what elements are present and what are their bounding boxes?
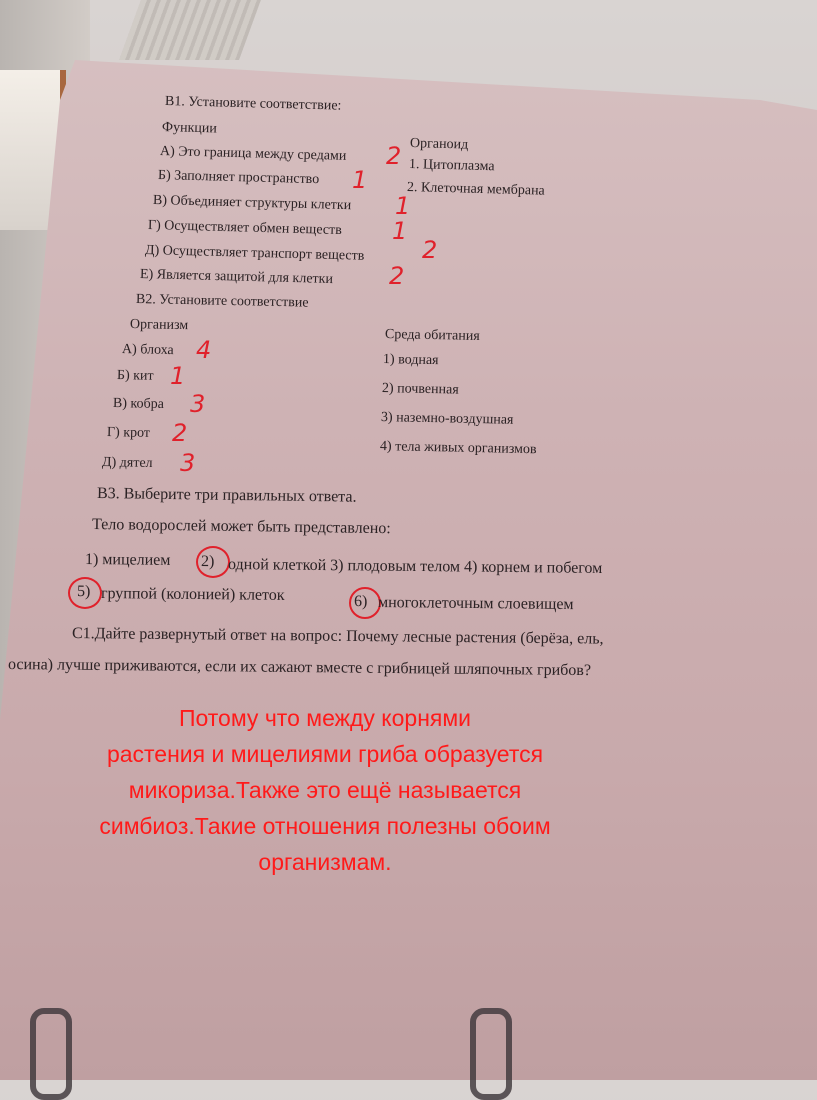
- b2-item-b: Б) кит: [116, 368, 154, 384]
- b1-answer-g: 1: [392, 217, 408, 245]
- b3-option-5-circle: [68, 577, 102, 609]
- binder-ring-right: [470, 1008, 512, 1100]
- b2-col-right: Среда обитания: [384, 327, 480, 344]
- b3-option-1: 1) мицелием: [84, 551, 171, 569]
- b1-option-1: 1. Цитоплазма: [408, 157, 495, 175]
- b2-item-g: Г) крот: [106, 425, 151, 441]
- b1-answer-e: 2: [389, 262, 405, 290]
- b1-item-a: А) Это граница между средами: [159, 144, 347, 164]
- b3-title: В3. Выберите три правильных ответа.: [96, 485, 357, 506]
- binder-ring-left: [30, 1008, 72, 1100]
- b1-option-2: 2. Клеточная мембрана: [406, 180, 545, 199]
- b3-option-6-rest: многоклеточным слоевищем: [377, 594, 574, 614]
- b2-option-3: 3) наземно-воздушная: [380, 410, 514, 428]
- c1-answer-text: [40, 700, 610, 880]
- b1-answer-b: 1: [352, 166, 368, 194]
- b3-option-2: 2): [200, 553, 215, 571]
- b3-option-6-circle: [349, 587, 381, 619]
- b3-option-2-circle: [196, 546, 230, 578]
- b2-option-1: 1) водная: [382, 352, 439, 369]
- b1-item-g: Г) Осуществляет обмен веществ: [147, 218, 342, 239]
- b3-option-5: 5): [76, 583, 91, 601]
- answer-line-4: симбиоз.Такие отношения полезны обоим: [99, 813, 551, 839]
- b2-item-d: Д) дятел: [101, 455, 153, 472]
- b1-answer-d: 2: [422, 236, 438, 264]
- c1-question-line1: С1.Дайте развернутый ответ на вопрос: Почему лесные растения (берёза, ель,: [71, 625, 604, 648]
- answer-line-1: Потому что между корнями: [178, 705, 472, 731]
- b3-option-2-rest: одной клеткой 3) плодовым телом 4) корнем и побегом: [227, 556, 603, 577]
- b3-option-6: 6): [353, 593, 368, 611]
- b1-title: В1. Установите соответствие:: [164, 94, 342, 114]
- c1-question-line2: осина) лучше приживаются, если их сажают вместе с грибницей шляпочных грибов?: [7, 656, 592, 680]
- b1-answer-v: 1: [395, 192, 411, 220]
- b1-item-d: Д) Осуществляет транспорт веществ: [144, 243, 365, 264]
- b2-answer-b: 1: [170, 362, 186, 390]
- b1-item-v: В) Объединяет структуры клетки: [152, 193, 352, 214]
- answer-line-5: организмам.: [258, 849, 392, 875]
- b1-answer-a: 2: [386, 142, 402, 170]
- b2-item-v: В) кобра: [112, 396, 165, 413]
- b2-title: В2. Установите соответствие: [135, 292, 309, 311]
- b2-option-2: 2) почвенная: [381, 381, 459, 398]
- answer-line-2: растения и мицелиями гриба образуется: [106, 741, 544, 767]
- b2-option-4: 4) тела живых организмов: [379, 439, 537, 458]
- b2-answer-a: 4: [196, 336, 212, 364]
- b3-question: Тело водорослей может быть представлено:: [91, 516, 391, 538]
- b1-col-left: Функции: [161, 120, 218, 137]
- b2-col-left: Организм: [129, 317, 189, 334]
- b2-item-a: А) блоха: [121, 342, 174, 359]
- b2-answer-d: 3: [180, 449, 196, 477]
- b1-item-e: Е) Является защитой для клетки: [139, 267, 334, 288]
- b2-answer-v: 3: [190, 390, 206, 418]
- b1-col-right: Органоид: [409, 136, 469, 153]
- b3-option-5-rest: группой (колонией) клеток: [100, 585, 285, 604]
- answer-line-3: микориза.Также это ещё называется: [128, 777, 522, 803]
- b1-item-b: Б) Заполняет пространство: [157, 168, 320, 188]
- background-vent: [119, 0, 261, 60]
- b2-answer-g: 2: [172, 419, 188, 447]
